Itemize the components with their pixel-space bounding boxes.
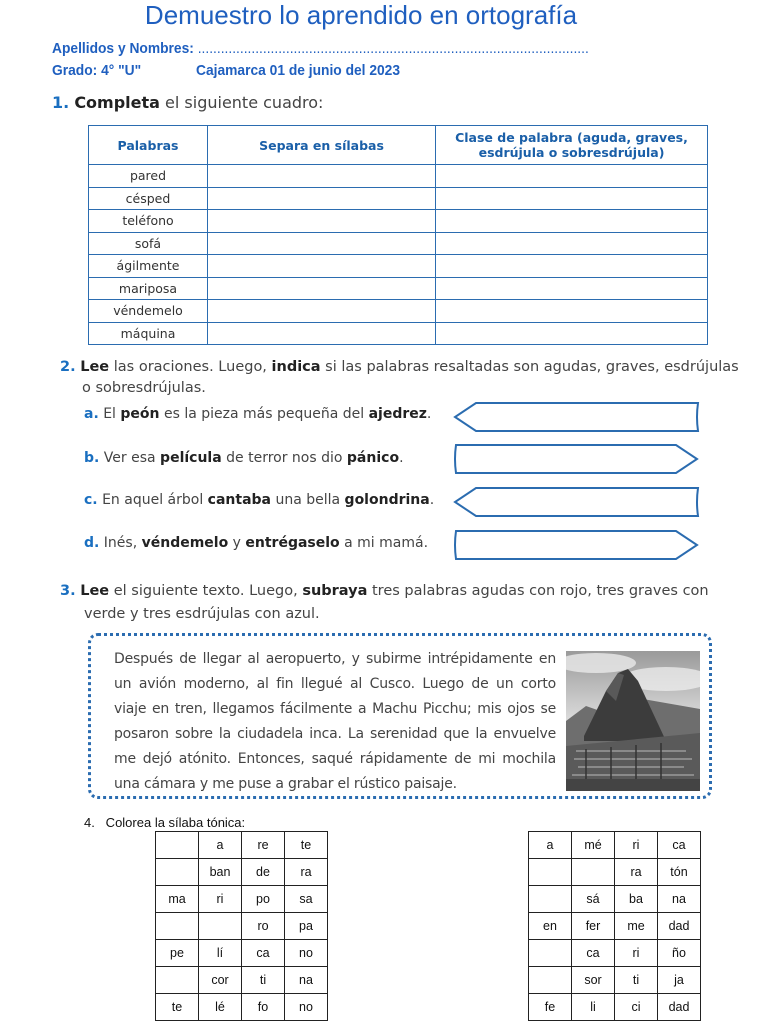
table-row bbox=[89, 322, 708, 345]
highlighted-word: película bbox=[160, 450, 222, 466]
machu-picchu-photo bbox=[566, 651, 700, 791]
q3-number: 3. bbox=[60, 583, 76, 599]
grid-row bbox=[529, 994, 701, 1021]
word-cell: máquina bbox=[89, 322, 208, 345]
q4-instruction: 4. Colorea la sílaba tónica: bbox=[84, 815, 246, 830]
answer-arrow-right-d[interactable] bbox=[452, 528, 700, 562]
item-text: de terror nos dio bbox=[221, 450, 347, 466]
syllable-cell[interactable] bbox=[156, 913, 199, 940]
highlighted-word: cantaba bbox=[207, 492, 271, 508]
name-dots: ...................................................................................................... bbox=[197, 40, 589, 57]
syllable-cell[interactable]: ri bbox=[199, 886, 242, 913]
item-text: a mi mamá. bbox=[339, 535, 429, 551]
syllable-cell[interactable]: ca bbox=[242, 940, 285, 967]
word-cell: sofá bbox=[89, 232, 208, 255]
item-text: En aquel árbol bbox=[97, 492, 208, 508]
highlighted-word: pánico bbox=[346, 450, 400, 466]
q1-instruction bbox=[52, 93, 323, 112]
table-row bbox=[89, 232, 708, 255]
grid-row bbox=[529, 886, 701, 913]
syllable-table bbox=[88, 125, 708, 345]
item-text: Inés, bbox=[99, 535, 142, 551]
syllable-cell[interactable] bbox=[529, 967, 572, 994]
syllable-cell[interactable]: ma bbox=[156, 886, 199, 913]
syllable-cell[interactable]: sa bbox=[285, 886, 328, 913]
highlighted-word: véndemelo bbox=[141, 535, 229, 551]
table-row bbox=[89, 255, 708, 278]
syllable-cell[interactable]: no bbox=[285, 994, 328, 1021]
syllables-answer-cell[interactable] bbox=[208, 165, 436, 188]
syllable-cell[interactable]: fo bbox=[242, 994, 285, 1021]
grade-label: Grado: 4° "U" bbox=[52, 62, 142, 79]
q2-item bbox=[84, 406, 431, 422]
class-answer-cell[interactable] bbox=[436, 277, 708, 300]
syllable-cell[interactable]: li bbox=[572, 994, 615, 1021]
place-date: Cajamarca 01 de junio del 2023 bbox=[196, 62, 401, 79]
answer-arrow-left-c[interactable] bbox=[452, 485, 700, 519]
syllable-cell[interactable]: pa bbox=[285, 913, 328, 940]
item-letter: a. bbox=[84, 406, 99, 422]
q2-item bbox=[84, 450, 404, 466]
table-row bbox=[89, 210, 708, 233]
syllable-cell[interactable]: te bbox=[156, 994, 199, 1021]
syllables-answer-cell[interactable] bbox=[208, 277, 436, 300]
syllable-cell[interactable]: fer bbox=[572, 913, 615, 940]
item-text: . bbox=[429, 492, 435, 508]
name-label: Apellidos y Nombres: bbox=[52, 40, 194, 57]
syllable-cell[interactable] bbox=[529, 940, 572, 967]
class-answer-cell[interactable] bbox=[436, 322, 708, 345]
syllable-cell[interactable] bbox=[572, 859, 615, 886]
grid-row bbox=[156, 994, 328, 1021]
q2-item bbox=[84, 535, 428, 551]
item-letter: d. bbox=[84, 535, 100, 551]
table-row bbox=[89, 300, 708, 323]
item-letter: b. bbox=[84, 450, 100, 466]
table-row bbox=[89, 165, 708, 188]
syllable-cell[interactable]: te bbox=[285, 832, 328, 859]
syllable-cell[interactable]: pe bbox=[156, 940, 199, 967]
word-cell: pared bbox=[89, 165, 208, 188]
table-row bbox=[89, 187, 708, 210]
grid-row bbox=[529, 967, 701, 994]
word-cell: teléfono bbox=[89, 210, 208, 233]
q3-line2: verde y tres esdrújulas con azul. bbox=[84, 606, 320, 622]
syllable-grid-left bbox=[155, 831, 328, 1021]
syllable-cell[interactable]: ca bbox=[658, 832, 701, 859]
syllable-cell[interactable]: ca bbox=[572, 940, 615, 967]
syllable-cell[interactable]: ci bbox=[615, 994, 658, 1021]
syllable-cell[interactable]: ro bbox=[242, 913, 285, 940]
name-line bbox=[52, 40, 589, 57]
item-text: una bella bbox=[271, 492, 345, 508]
syllables-answer-cell[interactable] bbox=[208, 322, 436, 345]
item-text: . bbox=[426, 406, 432, 422]
word-cell: ágilmente bbox=[89, 255, 208, 278]
syllables-answer-cell[interactable] bbox=[208, 232, 436, 255]
q2-text1: las oraciones. Luego, bbox=[109, 359, 272, 375]
grid-row bbox=[156, 913, 328, 940]
q2-number: 2. bbox=[60, 359, 76, 375]
syllable-cell[interactable]: ri bbox=[615, 940, 658, 967]
q3-instruction bbox=[60, 580, 715, 626]
item-text: Ver esa bbox=[99, 450, 161, 466]
syllable-cell[interactable] bbox=[529, 859, 572, 886]
grid-row bbox=[156, 967, 328, 994]
word-cell: césped bbox=[89, 187, 208, 210]
syllable-cell[interactable]: tón bbox=[658, 859, 701, 886]
answer-arrow-left-a[interactable] bbox=[452, 400, 700, 434]
syllable-cell[interactable]: ra bbox=[615, 859, 658, 886]
syllable-cell[interactable]: na bbox=[658, 886, 701, 913]
col-header-words: Palabras bbox=[89, 126, 208, 165]
q3-lee: Lee bbox=[80, 583, 110, 599]
syllable-cell[interactable]: ja bbox=[658, 967, 701, 994]
syllable-cell[interactable]: po bbox=[242, 886, 285, 913]
passage-text: Después de llegar al aeropuerto, y subirme intrépidamente en un avión moderno, al fin llegué al Cusco. Luego de un corto viaje en tren, llegamos fácilmente a Machu Picchu; mis ojos se posaron sobre la ciudadela inca. La serenidad que la envuelve me dejó atónito. Entonces, saqué rápidamente de mi mochila una cámara y me puse a grabar el rústico paisaje. bbox=[114, 651, 556, 792]
col-header-class: Clase de palabra (aguda, graves, esdrújula o sobresdrújula) bbox=[436, 126, 708, 165]
syllable-cell[interactable] bbox=[156, 832, 199, 859]
grid-row bbox=[529, 832, 701, 859]
class-answer-cell[interactable] bbox=[436, 255, 708, 278]
highlighted-word: entrégaselo bbox=[245, 535, 340, 551]
item-text: y bbox=[228, 535, 246, 551]
syllable-cell[interactable] bbox=[529, 886, 572, 913]
q1-bold: Completa bbox=[74, 93, 160, 112]
q2-text2: si las palabras resaltadas son agudas, graves, esdrújulas bbox=[320, 359, 739, 375]
syllable-cell[interactable]: a bbox=[199, 832, 242, 859]
grid-row bbox=[156, 940, 328, 967]
syllable-cell[interactable]: lí bbox=[199, 940, 242, 967]
syllables-answer-cell[interactable] bbox=[208, 255, 436, 278]
class-answer-cell[interactable] bbox=[436, 210, 708, 233]
syllable-cell[interactable]: a bbox=[529, 832, 572, 859]
syllable-cell[interactable]: ri bbox=[615, 832, 658, 859]
q3-subraya: subraya bbox=[302, 583, 368, 599]
highlighted-word: golondrina bbox=[344, 492, 430, 508]
syllable-cell[interactable]: re bbox=[242, 832, 285, 859]
syllable-cell[interactable]: sá bbox=[572, 886, 615, 913]
syllable-cell[interactable] bbox=[156, 967, 199, 994]
col-header-syllables: Separa en sílabas bbox=[208, 126, 436, 165]
q2-item bbox=[84, 492, 434, 508]
class-answer-cell[interactable] bbox=[436, 232, 708, 255]
page-title: Demuestro lo aprendido en ortografía bbox=[144, 0, 578, 30]
syllable-cell[interactable]: de bbox=[242, 859, 285, 886]
grid-row bbox=[529, 940, 701, 967]
item-text: El bbox=[98, 406, 121, 422]
q1-rest: el siguiente cuadro: bbox=[159, 93, 324, 112]
grid-row bbox=[529, 859, 701, 886]
word-cell: véndemelo bbox=[89, 300, 208, 323]
grid-row bbox=[529, 913, 701, 940]
syllable-cell[interactable]: ti bbox=[242, 967, 285, 994]
item-text: es la pieza más pequeña del bbox=[159, 406, 369, 422]
syllable-cell[interactable]: na bbox=[285, 967, 328, 994]
table-row bbox=[89, 277, 708, 300]
item-text: . bbox=[399, 450, 404, 466]
syllable-cell[interactable]: ba bbox=[615, 886, 658, 913]
q2-line2: o sobresdrújulas. bbox=[82, 380, 206, 396]
syllable-cell[interactable]: cor bbox=[199, 967, 242, 994]
syllables-answer-cell[interactable] bbox=[208, 210, 436, 233]
grid-row bbox=[156, 886, 328, 913]
syllables-answer-cell[interactable] bbox=[208, 300, 436, 323]
q2-instruction bbox=[60, 357, 739, 399]
syllable-cell[interactable]: dad bbox=[658, 913, 701, 940]
highlighted-word: ajedrez bbox=[368, 406, 427, 422]
word-cell: mariposa bbox=[89, 277, 208, 300]
syllable-cell[interactable]: lé bbox=[199, 994, 242, 1021]
syllable-cell[interactable] bbox=[156, 859, 199, 886]
syllable-cell[interactable]: ban bbox=[199, 859, 242, 886]
highlighted-word: peón bbox=[120, 406, 160, 422]
syllable-cell[interactable]: ño bbox=[658, 940, 701, 967]
q2-lee: Lee bbox=[80, 359, 110, 375]
syllable-grid-right bbox=[528, 831, 701, 1021]
syllable-cell[interactable]: en bbox=[529, 913, 572, 940]
q3-text2: tres palabras agudas con rojo, tres graves con bbox=[367, 583, 709, 599]
syllables-answer-cell[interactable] bbox=[208, 187, 436, 210]
syllable-cell[interactable]: fe bbox=[529, 994, 572, 1021]
q1-number: 1. bbox=[52, 93, 70, 112]
class-answer-cell[interactable] bbox=[436, 165, 708, 188]
syllable-cell[interactable]: no bbox=[285, 940, 328, 967]
grid-row bbox=[156, 832, 328, 859]
class-answer-cell[interactable] bbox=[436, 187, 708, 210]
syllable-cell[interactable]: ra bbox=[285, 859, 328, 886]
item-letter: c. bbox=[84, 492, 98, 508]
answer-arrow-right-b[interactable] bbox=[452, 442, 700, 476]
syllable-cell[interactable]: me bbox=[615, 913, 658, 940]
syllable-cell[interactable]: sor bbox=[572, 967, 615, 994]
syllable-cell[interactable] bbox=[199, 913, 242, 940]
syllable-cell[interactable]: mé bbox=[572, 832, 615, 859]
class-answer-cell[interactable] bbox=[436, 300, 708, 323]
q2-indica: indica bbox=[271, 359, 321, 375]
q3-text1: el siguiente texto. Luego, bbox=[109, 583, 303, 599]
syllable-cell[interactable]: dad bbox=[658, 994, 701, 1021]
syllable-cell[interactable]: ti bbox=[615, 967, 658, 994]
grid-row bbox=[156, 859, 328, 886]
